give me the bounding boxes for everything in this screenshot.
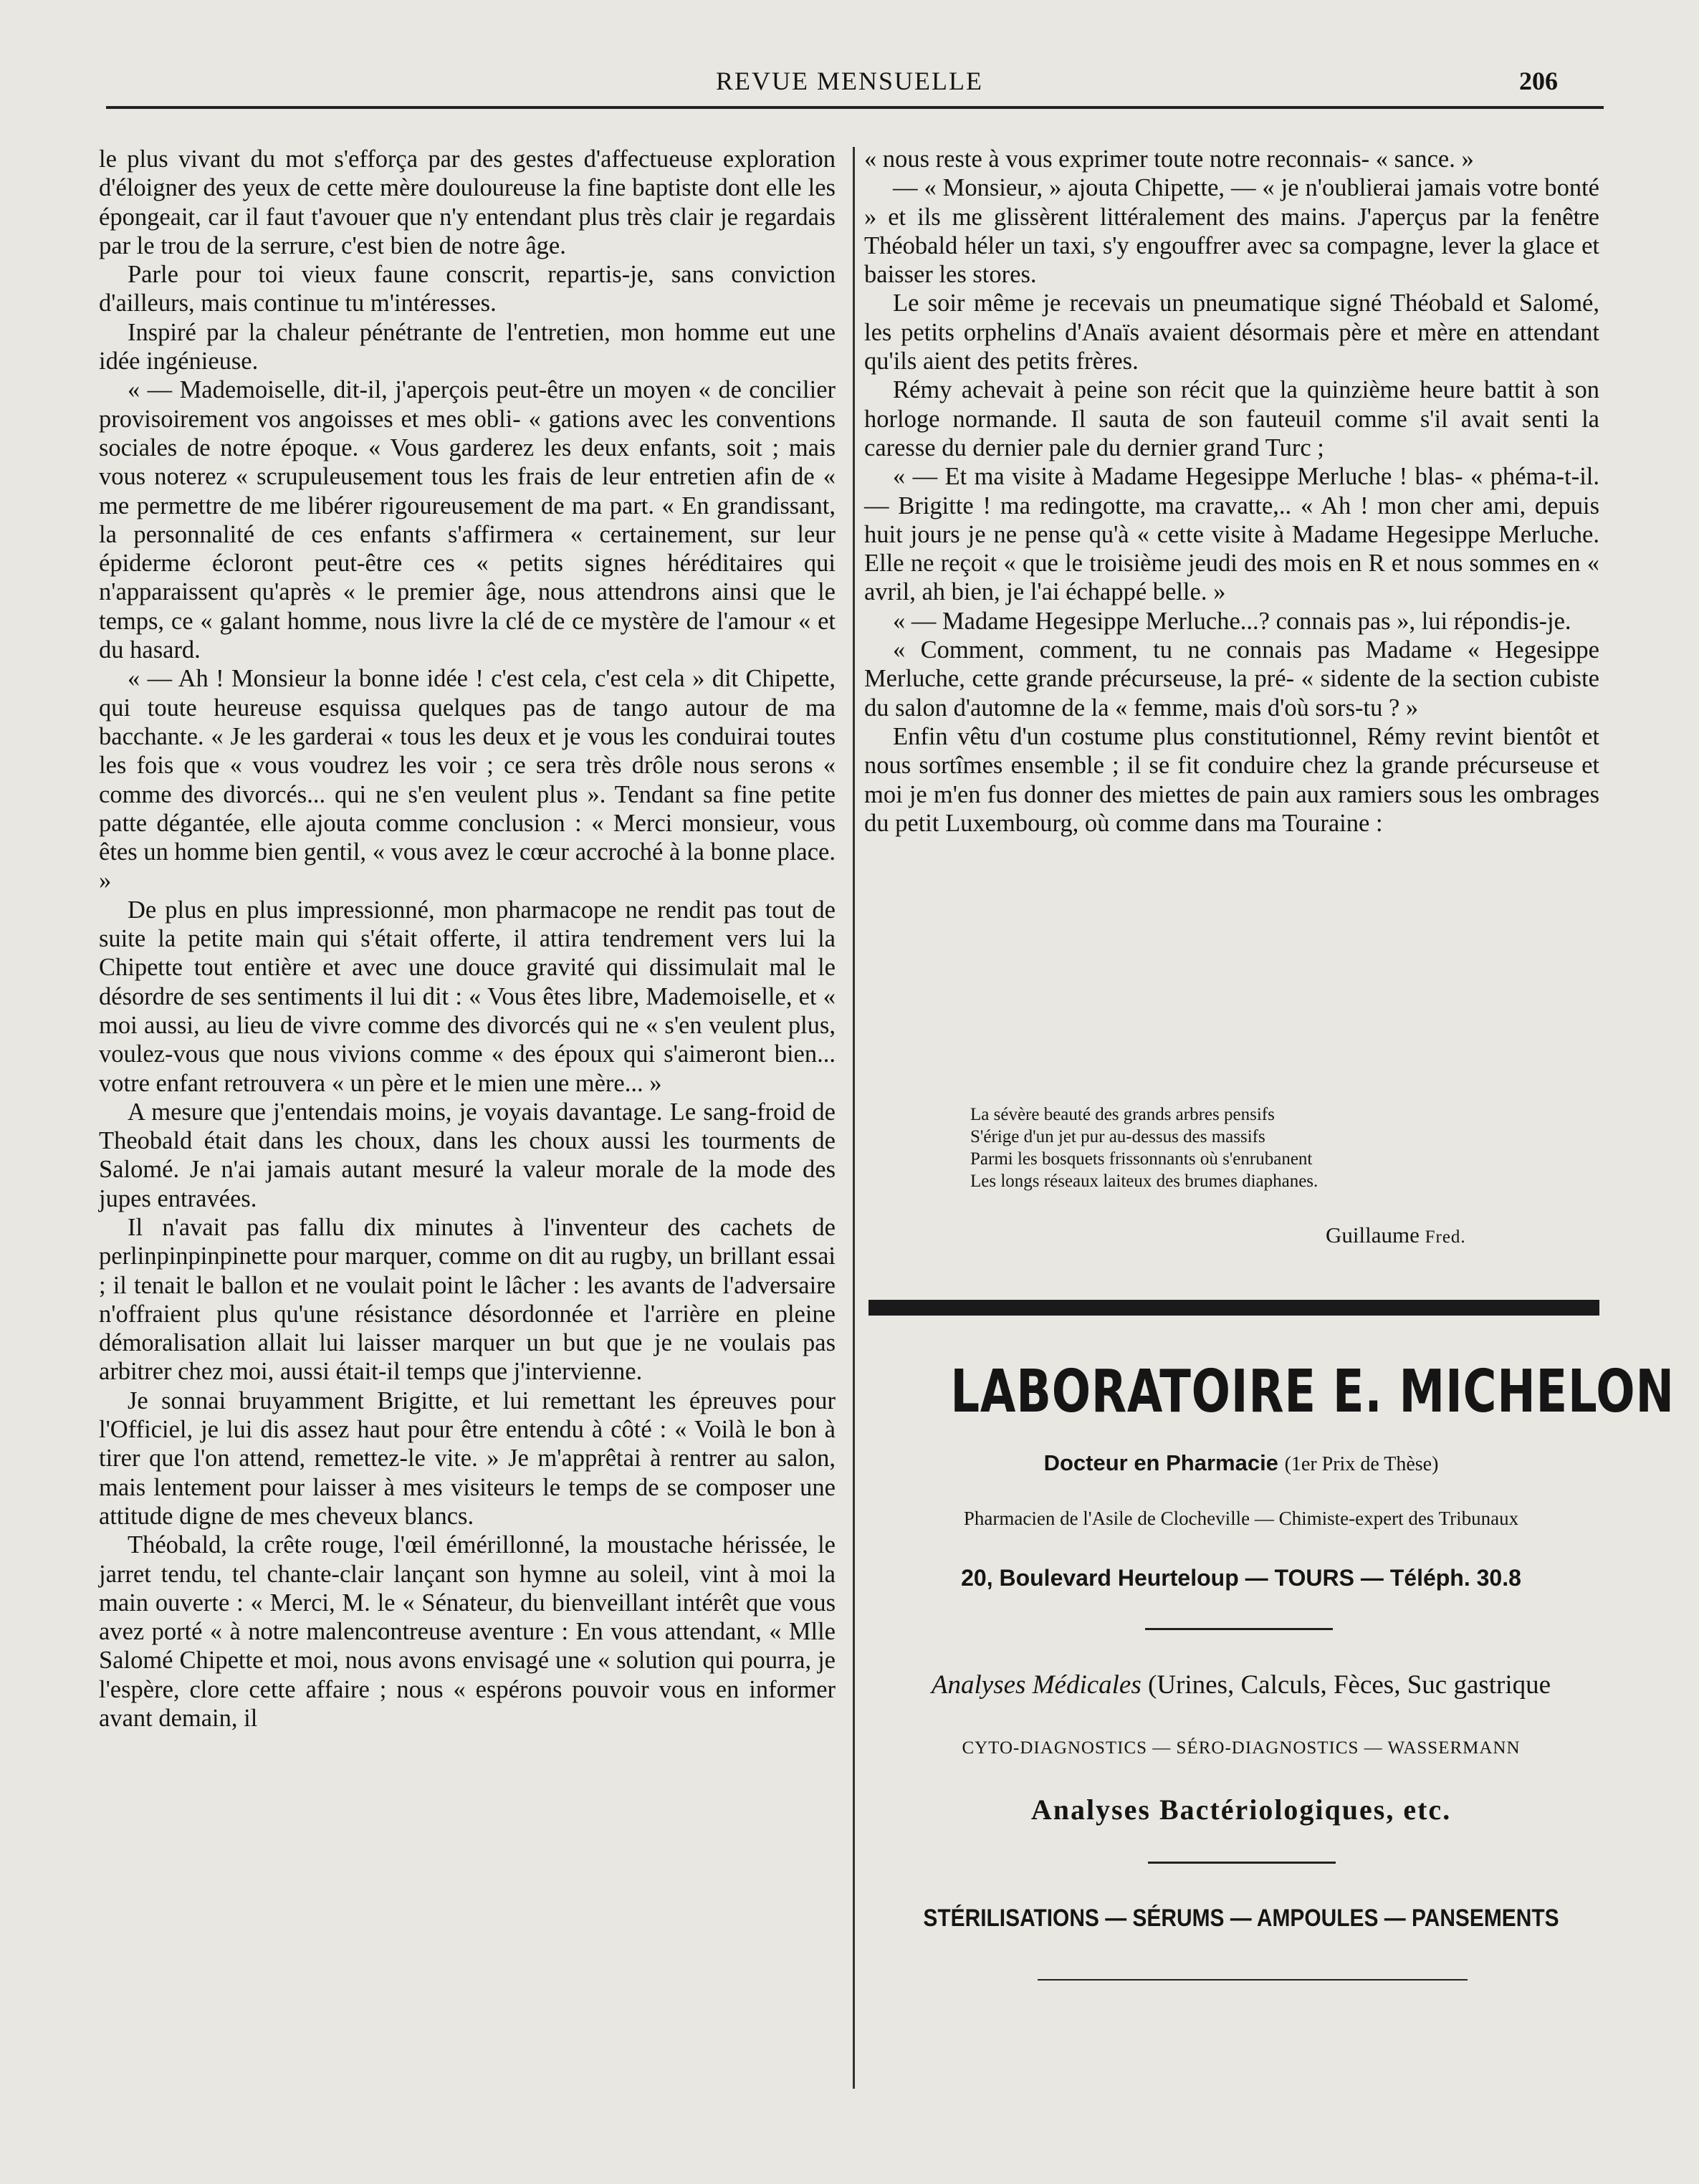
ad-roles: Pharmacien de l'Asile de Clocheville — Chimiste-expert des Tribunaux	[963, 1508, 1519, 1529]
ad-bacteriological: Analyses Bactériologiques, etc.	[1030, 1793, 1452, 1826]
journal-title: REVUE MENSUELLE	[716, 67, 983, 95]
right-column-paragraph: Le soir même je recevais un pneumatique signé Théobald et Salomé, les petits orphelins d'Anaïs avaient désormais père et mère en attendant qu'ils aient des petits frères.	[864, 289, 1599, 375]
right-text-column	[864, 145, 1599, 838]
ad-subtitle	[868, 1450, 1614, 1476]
left-column-paragraph: « — Ah ! Monsieur la bonne idée ! c'est cela, c'est cela » dit Chipette, qui toute heureuse esquissa quelques pas de tango autour de ma bacchante. « Je les garderai « tous les deux et je vous les conduirai toutes les fois que « vous voudrez les voir ; ce sera très drôle nous serons « comme des divorcés... qui ne s'en veulent plus ». Tendant sa fine petite patte dégantée, elle ajouta comme conclusion : « Merci monsieur, vous êtes un homme bien gentil, « vous avez le cœur accroché à la bonne place. »	[99, 665, 836, 895]
ad-rule-1	[1145, 1628, 1333, 1630]
column-divider	[853, 147, 855, 2089]
ad-analyses-label: Analyses Médicales	[931, 1670, 1142, 1700]
right-column-paragraph: « nous reste à vous exprimer toute notre reconnais- « sance. »	[864, 145, 1474, 173]
author-last-name: Fred.	[1425, 1227, 1466, 1247]
ad-rule-3	[1038, 1979, 1468, 1981]
left-column-paragraph: Il n'avait pas fallu dix minutes à l'inventeur des cachets de perlinpinpinpinette pour marquer, comme on dit au rugby, un brillant essai ; il tenait le ballon et ne voulait point le lâcher : les avants de l'adversaire n'offraient plus qu'une résistance désordonnée et l'arrière en pleine démoralisation allait lui laisser marquer un but que je ne voulais pas arbitrer chez moi, aussi était-il temps que j'intervienne.	[99, 1213, 836, 1386]
ad-subtitle-main: Docteur en Pharmacie	[1043, 1450, 1278, 1475]
right-column-paragraph: « Comment, comment, tu ne connais pas Madame « Hegesippe Merluche, cette grande précurseuse, la pré- « sidente de la section cubiste du salon d'automne de la « femme, mais d'où sors-tu ? »	[864, 636, 1599, 722]
poem-stanza	[970, 1103, 1544, 1192]
page-number: 206	[1519, 67, 1558, 95]
right-column-paragraph: — « Monsieur, » ajouta Chipette, — « je n'oublierai jamais votre bonté » et ils me glissèrent littéralement des mains. J'aperçus par la fenêtre Théobald héler un taxi, s'y engouffrer avec sa compagne, lever la glace et baisser les stores.	[864, 174, 1599, 289]
advertisement-top-banner	[868, 1300, 1599, 1316]
left-column-paragraph: « — Mademoiselle, dit-il, j'aperçois peut-être un moyen « de concilier provisoirement vos angoisses et mes obli- « gations avec les conventions sociales de notre époque. « Vous garderez les deux enfants, soit ; mais vous noterez « scrupuleusement tous les frais de leur entretien afin de « me permettre de me libérer rigoureusement de ma part. « En grandissant, la personnalité de ces enfants s'affirmera « certainement, sur leur épiderme écloront peut-être ces « petits signes héréditaires qui n'apparaissent qu'après « le premier âge, nous attendrons ainsi que le temps, ce « galant homme, nous livre la clé de ce mystère de l'amour « et du hasard.	[99, 376, 836, 664]
ad-analyses-detail: (Urines, Calculs, Fèces, Suc gastrique	[1148, 1670, 1551, 1700]
header-rule	[106, 106, 1604, 109]
poem-line: S'érige d'un jet pur au-dessus des massifs	[970, 1127, 1265, 1146]
ad-rule-2	[1148, 1862, 1336, 1864]
ad-analyses	[868, 1670, 1614, 1700]
left-column-paragraph: De plus en plus impressionné, mon pharmacope ne rendit pas tout de suite la petite main qui s'était offerte, il attira tendrement vers lui la Chipette tout entière et avec une douce gravité qui dissimulait mal le désordre de ses sentiments il lui dit : « Vous êtes libre, Mademoiselle, et « moi aussi, au lieu de vivre comme des divorcés qui ne « s'en veulent plus, voulez-vous que nous vivions comme « des époux qui s'aimeront bien... votre enfant retrouvera « un père et le mien une mère... »	[99, 896, 836, 1097]
ad-title: LABORATOIRE E. MICHELON	[950, 1358, 1675, 1426]
poem-line: Les longs réseaux laiteux des brumes diaphanes.	[970, 1172, 1318, 1191]
right-column-paragraph: « — Et ma visite à Madame Hegesippe Merluche ! blas- « phéma-t-il. — Brigitte ! ma redingotte, ma cravatte,.. « Ah ! mon cher ami, depuis huit jours je ne pense qu'à « cette visite à Madame Hegesippe Merluche. Elle ne reçoit « que le troisième jeudi des mois en R et nous sommes en « avril, ah bien, je l'ai échappé belle. »	[864, 463, 1599, 606]
left-text-column	[99, 145, 836, 1733]
right-column-paragraph: « — Madame Hegesippe Merluche...? connais pas », lui répondis-je.	[893, 607, 1571, 635]
left-column-paragraph: A mesure que j'entendais moins, je voyais davantage. Le sang-froid de Theobald était dans les choux, dans les choux aussi les tourments de Salomé. Je n'ai jamais autant mesuré la valeur morale de la mode des jupes entravées.	[99, 1098, 836, 1212]
right-column-paragraph: Rémy achevait à peine son récit que la quinzième heure battit à son horloge normande. Il sauta de son fauteuil comme s'il avait senti la caresse du dernier pale du dernier grand Turc ;	[864, 376, 1599, 461]
ad-address: 20, Boulevard Heurteloup — TOURS — Téléph. 30.8	[961, 1565, 1521, 1591]
left-column-paragraph: Théobald, la crête rouge, l'œil émérillonné, la moustache hérissée, le jarret tendu, tel chante-clair lançant son hymne au soleil, vint à moi la main ouverte : « Merci, M. le « Sénateur, du bienveillant intérêt que vous avez porté « à notre malencontreuse aventure : En vous attendant, « Mlle Salomé Chipette et moi, nous avons envisagé une « solution qui pourra, je l'espère, clore cette affaire ; nous « espérons pouvoir vous en informer avant demain, il	[99, 1531, 836, 1733]
ad-diagnostics: CYTO-DIAGNOSTICS — SÉRO-DIAGNOSTICS — WASSERMANN	[962, 1738, 1521, 1758]
left-column-paragraph: le plus vivant du mot s'efforça par des gestes d'affectueuse exploration d'éloigner des yeux de cette mère douloureuse la fine baptiste dont elle les épongeait, car il faut t'avouer que n'y entendant plus très clair je regardais par le trou de la serrure, c'est bien de notre âge.	[99, 145, 836, 259]
right-column-paragraph: Enfin vêtu d'un costume plus constitutionnel, Rémy revint bientôt et nous sortîmes ensemble ; il se fit conduire chez la grande précurseuse et moi je m'en fus donner des miettes de pain aux ramiers sous les ombrages du petit Luxembourg, où comme dans ma Touraine :	[864, 722, 1599, 837]
poem-line: Parmi les bosquets frissonnants où s'enrubanent	[970, 1149, 1313, 1169]
ad-services: STÉRILISATIONS — SÉRUMS — AMPOULES — PANSEMENTS	[923, 1905, 1559, 1932]
left-column-paragraph: Parle pour toi vieux faune conscrit, repartis-je, sans conviction d'ailleurs, mais continue tu m'intéresses.	[99, 261, 836, 317]
poem-line: La sévère beauté des grands arbres pensifs	[970, 1105, 1275, 1124]
ad-subtitle-prize: (1er Prix de Thèse)	[1284, 1453, 1439, 1475]
left-column-paragraph: Inspiré par la chaleur pénétrante de l'entretien, mon homme eut une idée ingénieuse.	[99, 318, 836, 375]
left-column-paragraph: Je sonnai bruyamment Brigitte, et lui remettant les épreuves pour l'Officiel, je lui dis assez haut pour être entendu à côté : « Voilà le bon à tirer que l'on attend, remettez-le vite. » Je m'apprêtai à rentrer au salon, mais lentement pour laisser à mes visiteurs le temps de se composer une attitude digne de mes cheveux blancs.	[99, 1386, 836, 1530]
author-signature	[1326, 1222, 1466, 1248]
author-first-name: Guillaume	[1326, 1222, 1420, 1247]
